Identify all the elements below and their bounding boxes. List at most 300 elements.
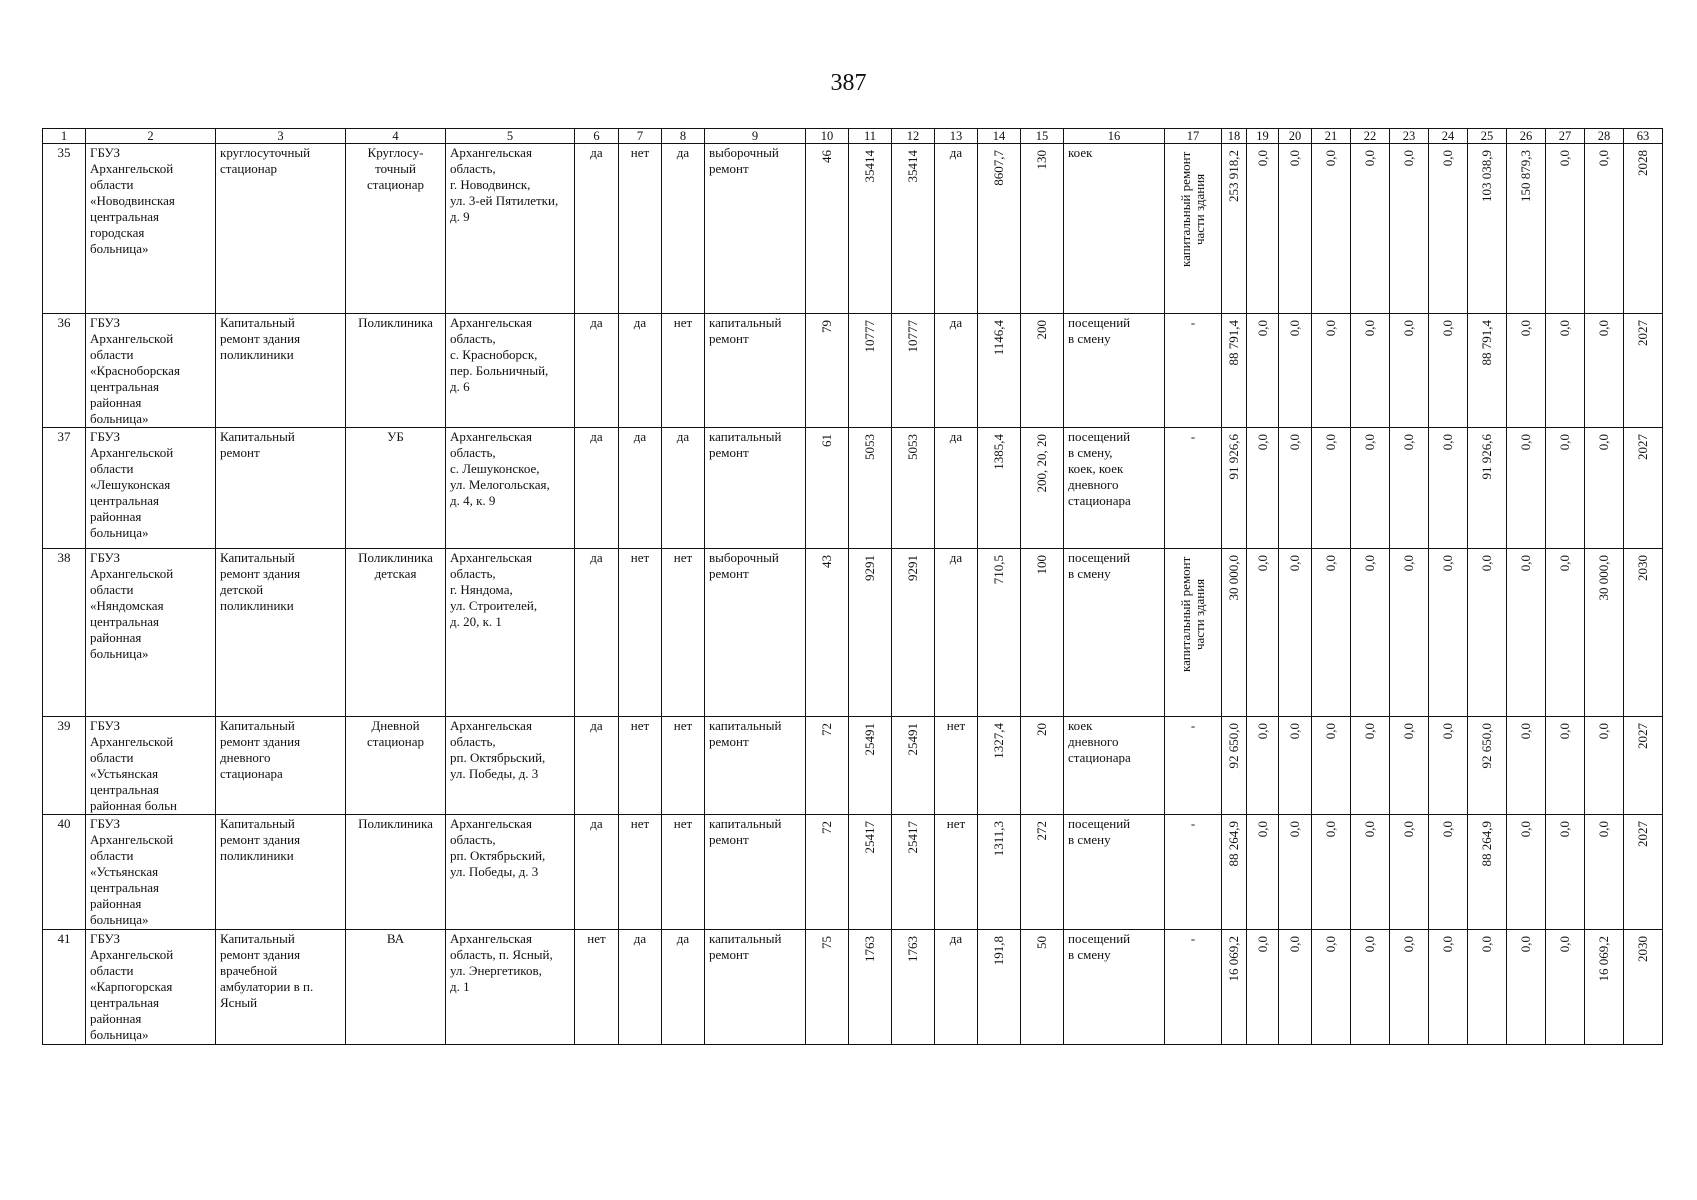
col-21-cell <box>1312 314 1351 428</box>
col-17-cell: - <box>1165 930 1222 1045</box>
col-24-value-wrap <box>1429 144 1467 166</box>
col-28-value-wrap <box>1585 717 1623 739</box>
col-23-value-wrap <box>1390 428 1428 450</box>
col-23-value: 0,0 <box>1401 150 1416 167</box>
col-26-cell <box>1507 144 1546 314</box>
organization-line: районная <box>90 630 142 645</box>
col-14-cell <box>978 930 1021 1045</box>
facility-type-line: УБ <box>387 429 404 444</box>
col-24-value: 0,0 <box>1440 150 1455 167</box>
capacity-unit-line: коек <box>1068 145 1093 160</box>
col-11-value-wrap <box>849 428 891 460</box>
column-header: 18 <box>1222 129 1247 144</box>
address-line: рп. Октябрьский, <box>450 848 546 863</box>
column-header: 8 <box>662 129 705 144</box>
col-20-cell <box>1279 815 1312 930</box>
facility-type-line: стационар <box>366 734 425 749</box>
organization-line: Архангельской <box>90 331 174 346</box>
col-26-cell <box>1507 428 1546 549</box>
address-line: область, п. Ясный, <box>450 947 553 962</box>
col-24-cell <box>1429 314 1468 428</box>
column-header: 27 <box>1546 129 1585 144</box>
address-line: д. 4, к. 9 <box>450 493 496 508</box>
work-type-cell <box>216 549 346 717</box>
col-25-cell <box>1468 314 1507 428</box>
col-21-value: 0,0 <box>1323 555 1338 572</box>
col-6-cell: да <box>575 717 619 815</box>
col-28-cell <box>1585 428 1624 549</box>
col-27-cell <box>1546 717 1585 815</box>
col-14-cell <box>978 428 1021 549</box>
col-17-value: капитальный ремонт части здания <box>1178 556 1207 672</box>
col-15-cell <box>1021 428 1064 549</box>
col-21-value-wrap <box>1312 549 1350 571</box>
col-13-cell: да <box>935 314 978 428</box>
col-23-value-wrap <box>1390 549 1428 571</box>
repair-type-line: выборочный <box>709 550 779 565</box>
col-21-cell <box>1312 930 1351 1045</box>
col-17-cell: - <box>1165 815 1222 930</box>
col-19-value-wrap <box>1247 428 1278 450</box>
col-23-value: 0,0 <box>1401 723 1416 740</box>
row-number: 36 <box>43 314 86 428</box>
col-15-value-wrap <box>1021 314 1063 340</box>
col-12-value: 10777 <box>905 320 920 353</box>
work-type-cell <box>216 428 346 549</box>
col-20-value: 0,0 <box>1287 434 1302 451</box>
col-63-cell <box>1624 144 1663 314</box>
organization-line: «Красноборская <box>90 363 180 378</box>
col-15-value-wrap <box>1021 144 1063 170</box>
col-63-cell <box>1624 549 1663 717</box>
address-line: Архангельская <box>450 145 532 160</box>
col-11-cell <box>849 144 892 314</box>
col-63-value: 2027 <box>1635 434 1650 460</box>
repair-type-line: капитальный <box>709 429 782 444</box>
col-11-value-wrap <box>849 314 891 353</box>
capacity-unit-cell <box>1064 815 1165 930</box>
col-26-value: 0,0 <box>1518 936 1533 953</box>
organization-line: области <box>90 347 134 362</box>
col-10-cell <box>806 930 849 1045</box>
col-27-cell <box>1546 314 1585 428</box>
col-14-cell <box>978 314 1021 428</box>
col-15-value-wrap <box>1021 717 1063 736</box>
work-type-cell <box>216 930 346 1045</box>
col-18-cell <box>1222 717 1247 815</box>
col-18-value-wrap <box>1222 144 1246 202</box>
col-7-cell: нет <box>619 815 662 930</box>
facility-type-line: ВА <box>386 931 405 946</box>
repair-type-cell <box>705 428 806 549</box>
capacity-unit-cell <box>1064 549 1165 717</box>
col-19-value-wrap <box>1247 815 1278 837</box>
col-14-value-wrap <box>978 717 1020 759</box>
col-13-cell: нет <box>935 717 978 815</box>
col-26-cell <box>1507 549 1546 717</box>
column-header: 22 <box>1351 129 1390 144</box>
col-24-value: 0,0 <box>1440 821 1455 838</box>
col-23-value: 0,0 <box>1401 821 1416 838</box>
organization-line: районная <box>90 509 142 524</box>
address-line: область, <box>450 331 496 346</box>
col-11-value: 10777 <box>862 320 877 353</box>
col-8-cell: нет <box>662 314 705 428</box>
col-21-value-wrap <box>1312 815 1350 837</box>
organization-line: области <box>90 963 134 978</box>
col-14-cell <box>978 717 1021 815</box>
column-header: 5 <box>446 129 575 144</box>
col-20-cell <box>1279 930 1312 1045</box>
address-cell <box>446 144 575 314</box>
col-18-value: 91 926,6 <box>1226 434 1241 480</box>
work-type-cell <box>216 144 346 314</box>
col-22-value-wrap <box>1351 314 1389 336</box>
col-14-value: 1327,4 <box>991 723 1006 759</box>
col-20-value: 0,0 <box>1287 320 1302 337</box>
work-type-line: ремонт здания <box>220 566 301 581</box>
address-cell <box>446 428 575 549</box>
col-26-value-wrap <box>1507 717 1545 739</box>
col-27-value: 0,0 <box>1557 150 1572 167</box>
col-24-value: 0,0 <box>1440 555 1455 572</box>
col-27-value-wrap <box>1546 815 1584 837</box>
column-header: 9 <box>705 129 806 144</box>
header-row <box>43 129 1663 144</box>
address-line: ул. Победы, д. 3 <box>450 864 539 879</box>
work-type-line: стационара <box>220 766 283 781</box>
col-63-value-wrap <box>1624 144 1662 176</box>
repair-type-line: ремонт <box>709 331 749 346</box>
col-27-value: 0,0 <box>1557 555 1572 572</box>
work-type-line: стационар <box>220 161 278 176</box>
col-15-value-wrap <box>1021 815 1063 841</box>
col-15-value-wrap <box>1021 428 1063 493</box>
col-20-value-wrap <box>1279 717 1311 739</box>
col-19-value-wrap <box>1247 549 1278 571</box>
capacity-unit-line: посещений <box>1068 550 1131 565</box>
address-line: ул. Энергетиков, <box>450 963 542 978</box>
col-18-value: 30 000,0 <box>1226 555 1241 601</box>
col-25-cell <box>1468 549 1507 717</box>
col-21-cell <box>1312 144 1351 314</box>
col-27-cell <box>1546 815 1585 930</box>
col-11-value: 1763 <box>862 936 877 962</box>
column-header: 11 <box>849 129 892 144</box>
column-header: 15 <box>1021 129 1064 144</box>
repair-type-line: ремонт <box>709 161 749 176</box>
col-26-value: 0,0 <box>1518 821 1533 838</box>
organization-line: центральная <box>90 379 160 394</box>
col-28-value: 0,0 <box>1596 320 1611 337</box>
col-11-value: 35414 <box>862 150 877 183</box>
column-header: 14 <box>978 129 1021 144</box>
col-23-cell <box>1390 930 1429 1045</box>
col-21-value: 0,0 <box>1323 150 1338 167</box>
col-21-cell <box>1312 717 1351 815</box>
col-22-value-wrap <box>1351 144 1389 166</box>
col-26-value: 0,0 <box>1518 555 1533 572</box>
col-22-value-wrap <box>1351 930 1389 952</box>
facility-type-cell <box>346 549 446 717</box>
col-63-cell <box>1624 428 1663 549</box>
repair-type-line: капитальный <box>709 931 782 946</box>
col-23-value-wrap <box>1390 930 1428 952</box>
col-25-value: 88 791,4 <box>1479 320 1494 366</box>
col-20-value-wrap <box>1279 549 1311 571</box>
col-23-cell <box>1390 717 1429 815</box>
organization-line: области <box>90 461 134 476</box>
col-6-cell: да <box>575 314 619 428</box>
table-row <box>43 144 1663 314</box>
capacity-unit-line: в смену <box>1068 566 1111 581</box>
organization-cell <box>86 815 216 930</box>
col-22-cell <box>1351 144 1390 314</box>
col-21-cell <box>1312 815 1351 930</box>
capacity-unit-line: посещений <box>1068 429 1131 444</box>
col-21-cell <box>1312 428 1351 549</box>
col-28-value: 0,0 <box>1596 150 1611 167</box>
column-header: 23 <box>1390 129 1429 144</box>
col-21-value: 0,0 <box>1323 320 1338 337</box>
col-26-value: 0,0 <box>1518 434 1533 451</box>
address-line: область, <box>450 161 496 176</box>
column-header: 6 <box>575 129 619 144</box>
capacity-unit-line: дневного <box>1068 734 1119 749</box>
address-line: рп. Октябрьский, <box>450 750 546 765</box>
address-line: ул. 3-ей Пятилетки, <box>450 193 559 208</box>
col-15-value: 50 <box>1034 936 1049 949</box>
col-15-value: 200, 20, 20 <box>1034 434 1049 493</box>
col-11-value: 25417 <box>862 821 877 854</box>
col-23-value: 0,0 <box>1401 555 1416 572</box>
col-21-value-wrap <box>1312 717 1350 739</box>
column-header: 25 <box>1468 129 1507 144</box>
work-type-line: Капитальный <box>220 931 295 946</box>
address-line: Архангельская <box>450 931 532 946</box>
col-14-cell <box>978 144 1021 314</box>
work-type-line: Капитальный <box>220 816 295 831</box>
col-22-value-wrap <box>1351 428 1389 450</box>
organization-line: ГБУЗ <box>90 145 121 160</box>
col-11-value-wrap <box>849 144 891 183</box>
col-22-cell <box>1351 717 1390 815</box>
col-11-cell <box>849 549 892 717</box>
address-cell <box>446 717 575 815</box>
repair-type-cell <box>705 314 806 428</box>
facility-type-cell <box>346 428 446 549</box>
col-8-cell: да <box>662 930 705 1045</box>
address-line: с. Лешуконское, <box>450 461 540 476</box>
organization-line: ГБУЗ <box>90 315 121 330</box>
col-20-value: 0,0 <box>1287 555 1302 572</box>
col-63-value: 2030 <box>1635 555 1650 581</box>
repair-type-line: капитальный <box>709 315 782 330</box>
col-24-cell <box>1429 815 1468 930</box>
col-14-value: 710,5 <box>991 555 1006 585</box>
column-header: 63 <box>1624 129 1663 144</box>
col-24-cell <box>1429 717 1468 815</box>
col-25-value-wrap <box>1468 144 1506 202</box>
col-10-value-wrap <box>806 428 848 447</box>
organization-line: центральная <box>90 782 160 797</box>
facility-type-line: Дневной <box>371 718 420 733</box>
col-19-value-wrap <box>1247 314 1278 336</box>
document-table <box>42 128 1663 1045</box>
repair-type-line: капитальный <box>709 718 782 733</box>
col-11-value: 5053 <box>862 434 877 460</box>
work-type-line: ремонт здания <box>220 947 301 962</box>
col-22-value-wrap <box>1351 815 1389 837</box>
col-14-value: 191,8 <box>991 936 1006 966</box>
col-19-value: 0,0 <box>1254 555 1270 572</box>
work-type-line: амбулатории в п. <box>220 979 314 994</box>
repair-type-line: ремонт <box>709 947 749 962</box>
col-12-value-wrap <box>892 930 934 962</box>
col-22-value: 0,0 <box>1362 555 1377 572</box>
col-24-value: 0,0 <box>1440 723 1455 740</box>
work-type-line: Капитальный <box>220 550 295 565</box>
organization-line: больница» <box>90 525 149 540</box>
capacity-unit-line: стационара <box>1068 493 1131 508</box>
col-18-cell <box>1222 428 1247 549</box>
col-24-cell <box>1429 144 1468 314</box>
col-18-value: 16 069,2 <box>1226 936 1241 982</box>
col-28-cell <box>1585 717 1624 815</box>
col-27-value-wrap <box>1546 549 1584 571</box>
col-12-cell <box>892 144 935 314</box>
column-header: 21 <box>1312 129 1351 144</box>
organization-line: «Устьянская <box>90 766 159 781</box>
col-13-cell: да <box>935 930 978 1045</box>
col-20-value: 0,0 <box>1287 821 1302 838</box>
col-28-value-wrap <box>1585 815 1623 837</box>
col-15-value: 200 <box>1034 320 1049 340</box>
col-26-value-wrap <box>1507 144 1545 202</box>
col-24-value-wrap <box>1429 428 1467 450</box>
col-27-cell <box>1546 428 1585 549</box>
col-20-value: 0,0 <box>1287 936 1302 953</box>
col-18-value: 88 791,4 <box>1226 320 1241 366</box>
repair-type-line: выборочный <box>709 145 779 160</box>
col-28-value-wrap <box>1585 314 1623 336</box>
col-15-cell <box>1021 549 1064 717</box>
col-27-value: 0,0 <box>1557 320 1572 337</box>
col-18-value: 88 264,9 <box>1226 821 1241 867</box>
col-19-value: 0,0 <box>1254 320 1270 337</box>
repair-type-cell <box>705 549 806 717</box>
col-63-value-wrap <box>1624 314 1662 346</box>
col-23-cell <box>1390 549 1429 717</box>
organization-cell <box>86 930 216 1045</box>
col-15-value: 20 <box>1034 723 1049 736</box>
col-19-value-wrap <box>1247 930 1278 952</box>
col-6-cell: да <box>575 815 619 930</box>
address-line: пер. Больничный, <box>450 363 549 378</box>
col-14-value-wrap <box>978 549 1020 584</box>
col-25-cell <box>1468 428 1507 549</box>
col-18-value-wrap <box>1222 428 1246 480</box>
col-28-value-wrap <box>1585 144 1623 166</box>
row-number: 39 <box>43 717 86 815</box>
work-type-line: поликлиники <box>220 848 294 863</box>
col-12-value-wrap <box>892 144 934 183</box>
row-number: 35 <box>43 144 86 314</box>
col-18-value-wrap <box>1222 549 1246 601</box>
col-25-value: 103 038,9 <box>1479 150 1494 202</box>
col-28-value: 0,0 <box>1596 434 1611 451</box>
col-20-cell <box>1279 717 1312 815</box>
work-type-line: Капитальный <box>220 718 295 733</box>
col-22-cell <box>1351 428 1390 549</box>
col-63-value: 2027 <box>1635 723 1650 749</box>
col-25-value: 88 264,9 <box>1479 821 1494 867</box>
col-22-value: 0,0 <box>1362 936 1377 953</box>
col-27-cell <box>1546 144 1585 314</box>
address-line: д. 6 <box>450 379 470 394</box>
row-number: 37 <box>43 428 86 549</box>
col-15-value: 100 <box>1034 555 1049 575</box>
address-line: ул. Победы, д. 3 <box>450 766 539 781</box>
organization-line: городская <box>90 225 145 240</box>
table-row <box>43 314 1663 428</box>
col-14-value-wrap <box>978 930 1020 965</box>
capacity-unit-line: в смену, <box>1068 445 1113 460</box>
organization-line: центральная <box>90 493 160 508</box>
col-21-value-wrap <box>1312 428 1350 450</box>
col-13-cell: да <box>935 428 978 549</box>
col-63-value: 2027 <box>1635 821 1650 847</box>
column-header: 1 <box>43 129 86 144</box>
col-27-value: 0,0 <box>1557 434 1572 451</box>
col-11-value-wrap <box>849 549 891 581</box>
col-19-cell <box>1247 314 1279 428</box>
col-14-value-wrap <box>978 428 1020 470</box>
col-63-value: 2028 <box>1635 150 1650 176</box>
facility-type-cell <box>346 930 446 1045</box>
col-21-value: 0,0 <box>1323 434 1338 451</box>
col-14-cell <box>978 815 1021 930</box>
col-19-cell <box>1247 717 1279 815</box>
col-11-value-wrap <box>849 930 891 962</box>
col-21-value: 0,0 <box>1323 723 1338 740</box>
col-28-value: 0,0 <box>1596 723 1611 740</box>
address-line: Архангельская <box>450 315 532 330</box>
address-line: г. Няндома, <box>450 582 513 597</box>
col-28-cell <box>1585 815 1624 930</box>
col-25-value-wrap <box>1468 428 1506 480</box>
repair-type-cell <box>705 815 806 930</box>
col-14-value: 1385,4 <box>991 434 1006 470</box>
organization-line: центральная <box>90 995 160 1010</box>
row-number: 41 <box>43 930 86 1045</box>
col-12-cell <box>892 930 935 1045</box>
col-63-cell <box>1624 815 1663 930</box>
capacity-unit-cell <box>1064 930 1165 1045</box>
work-type-line: врачебной <box>220 963 278 978</box>
col-7-cell: да <box>619 930 662 1045</box>
work-type-line: поликлиники <box>220 598 294 613</box>
work-type-line: ремонт здания <box>220 331 301 346</box>
organization-line: больница» <box>90 646 149 661</box>
col-8-cell: да <box>662 144 705 314</box>
col-6-cell: да <box>575 144 619 314</box>
col-10-cell <box>806 549 849 717</box>
organization-line: больница» <box>90 411 149 426</box>
col-28-value-wrap <box>1585 930 1623 982</box>
col-19-value: 0,0 <box>1254 821 1270 838</box>
capacity-unit-cell <box>1064 428 1165 549</box>
